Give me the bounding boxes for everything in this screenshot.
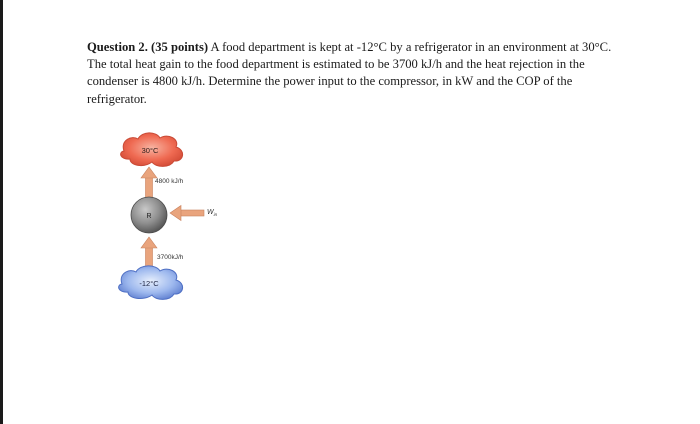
work-input-arrow xyxy=(170,206,204,221)
question-body: A food department is kept at -12°C by a refrigerator in an environment at 30°C. The total heat gain to the food department is estimated to be 3700 kJ/h and the heat rejection in the condenser is 4800 kJ/h. Determine the power input to the compressor, in kW and the COP of the refrigerator. xyxy=(87,40,612,106)
cold-reservoir-cloud xyxy=(119,266,183,300)
refrigerator-device xyxy=(131,197,167,233)
device-label: R xyxy=(146,213,152,220)
heat-absorbed-arrow xyxy=(141,237,157,268)
hot-reservoir-cloud xyxy=(121,133,183,167)
question-heading: Question 2. (35 points) xyxy=(87,40,209,54)
work-input-label: $W_{in}$ xyxy=(207,209,218,217)
cold-reservoir-label: -12°C xyxy=(139,279,159,288)
heat-rejected-label: 4800 kJ/h xyxy=(155,178,184,185)
heat-absorbed-label: 3700kJ/h xyxy=(157,254,184,261)
hot-reservoir-label: 30°C xyxy=(141,146,159,155)
